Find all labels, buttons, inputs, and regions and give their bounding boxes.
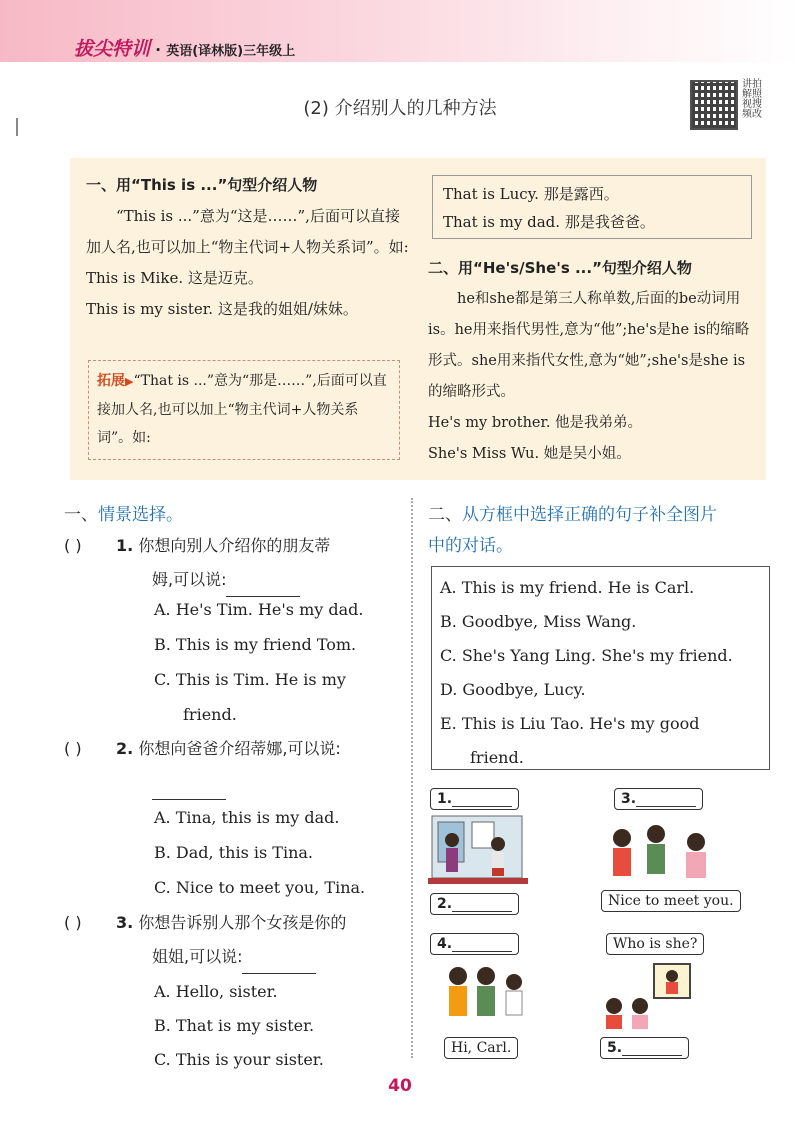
choice-e-cont: friend. xyxy=(470,748,524,767)
option-c[interactable]: C. This is your sister. xyxy=(154,1050,324,1069)
column-divider xyxy=(411,498,413,1058)
header-dot: · xyxy=(155,41,161,59)
option-a[interactable]: A. He's Tim. He's my dad. xyxy=(154,600,364,619)
qr-caption: 讲拍解照视搜频改 xyxy=(742,79,762,120)
page-title: (2) 介绍别人的几种方法 xyxy=(303,98,497,119)
that-is-example-box xyxy=(432,175,752,239)
answer-paren[interactable]: ( ) xyxy=(64,913,82,932)
answer-blank[interactable] xyxy=(152,780,226,800)
extension-body: “That is ...”意为“那是……”,后面可以直接加人名,也可以加上“物主代词+人物关系词”。如: xyxy=(97,373,387,446)
speech-bubble-3[interactable]: 3. xyxy=(614,788,703,810)
question-text-2: 姐姐,可以说: xyxy=(152,947,243,966)
extension-tag: 拓展 xyxy=(97,373,125,389)
option-b[interactable]: B. Dad, this is Tina. xyxy=(154,843,313,862)
question-3 xyxy=(64,906,404,974)
box-example-1: That is Lucy. 那是露西。 xyxy=(443,185,619,203)
knowledge-left xyxy=(86,170,412,325)
option-c-cont: friend. xyxy=(183,705,237,724)
speech-bubble-4[interactable]: 4. xyxy=(430,933,519,955)
part1-heading: 一、用“This is ...”句型介绍人物 xyxy=(86,176,318,194)
choice-b: B. Goodbye, Miss Wang. xyxy=(440,612,637,631)
sentence-choice-box xyxy=(431,566,770,770)
hi-carl-bubble: Hi, Carl. xyxy=(444,1037,518,1059)
option-a[interactable]: A. Tina, this is my dad. xyxy=(154,808,340,827)
answer-paren[interactable]: ( ) xyxy=(64,536,82,555)
choice-c: C. She's Yang Ling. She's my friend. xyxy=(440,646,733,665)
section1-num: 一、 xyxy=(64,505,98,525)
nice-to-meet-you-bubble: Nice to meet you. xyxy=(601,890,741,912)
example-2: This is my sister. 这是我的姐姐/妹妹。 xyxy=(86,300,358,318)
brand-name: 拔尖特训 xyxy=(74,38,151,60)
part2-body: he和she都是第三人称单数,后面的be动词用is。he用来指代男性,意为“他”;he's是he is的缩略形式。she用来指代女性,意为“她”;she's是she is的缩略形式。 xyxy=(428,291,750,400)
triangle-icon: ▶ xyxy=(125,375,134,388)
question-text-2: 姆,可以说: xyxy=(152,570,227,589)
choice-a: A. This is my friend. He is Carl. xyxy=(440,578,695,597)
section2-title-2: 中的对话。 xyxy=(428,536,513,556)
example-1: This is Mike. 这是迈克。 xyxy=(86,269,263,287)
question-2 xyxy=(64,732,404,800)
choice-e: E. This is Liu Tao. He's my good xyxy=(440,714,700,733)
section2-title-1: 从方框中选择正确的句子补全图片 xyxy=(462,505,717,525)
section2-heading xyxy=(428,500,778,562)
option-c[interactable]: C. Nice to meet you, Tina. xyxy=(154,878,366,897)
example-4: She's Miss Wu. 她是吴小姐。 xyxy=(428,446,631,462)
speech-bubble-5[interactable]: 5. xyxy=(600,1037,689,1059)
header-title xyxy=(74,34,295,61)
option-a[interactable]: A. Hello, sister. xyxy=(154,982,278,1001)
option-b[interactable]: B. That is my sister. xyxy=(154,1016,315,1035)
choice-d: D. Goodbye, Lucy. xyxy=(440,680,586,699)
question-number: 2. xyxy=(116,739,134,758)
extension-box xyxy=(88,360,400,460)
qr-code-icon[interactable] xyxy=(690,80,738,130)
question-text: 你想告诉别人那个女孩是你的 xyxy=(138,913,347,932)
option-c[interactable]: C. This is Tim. He is my xyxy=(154,670,346,689)
option-b[interactable]: B. This is my friend Tom. xyxy=(154,635,357,654)
who-is-she-bubble: Who is she? xyxy=(606,933,704,955)
question-text: 你想向爸爸介绍蒂娜,可以说: xyxy=(138,739,341,758)
question-1 xyxy=(64,529,404,597)
speech-bubble-2[interactable]: 2. xyxy=(430,893,519,915)
question-number: 3. xyxy=(116,913,134,932)
example-3: He's my brother. 他是我弟弟。 xyxy=(428,415,643,431)
part2-heading: 二、用“He's/She's ...”句型介绍人物 xyxy=(428,259,692,277)
section1-title: 情景选择。 xyxy=(98,505,183,525)
page-number: 40 xyxy=(388,1076,412,1096)
question-number: 1. xyxy=(116,536,134,555)
question-text: 你想向别人介绍你的朋友蒂 xyxy=(138,536,331,555)
section1-heading xyxy=(64,500,183,525)
answer-paren[interactable]: ( ) xyxy=(64,739,82,758)
knowledge-right xyxy=(428,253,758,470)
box-example-2: That is my dad. 那是我爸爸。 xyxy=(443,213,655,231)
answer-blank[interactable] xyxy=(242,954,316,974)
subject-label: 英语(译林版)三年级上 xyxy=(166,44,296,59)
margin-mark xyxy=(16,118,18,136)
part1-body: “This is ...”意为“这是……”,后面可以直接加人名,也可以加上“物主代词+人物关系词”。如: xyxy=(86,207,409,256)
section2-num: 二、 xyxy=(428,505,462,525)
answer-blank[interactable] xyxy=(226,577,300,597)
speech-bubble-1[interactable]: 1. xyxy=(430,788,519,810)
